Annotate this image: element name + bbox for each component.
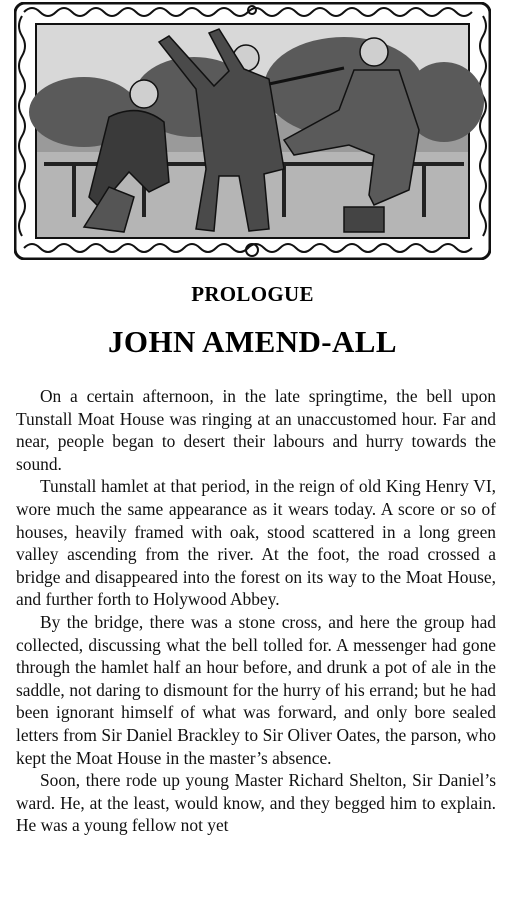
paragraph: Tunstall hamlet at that period, in the reign of old King Henry VI, wore much the same appearance as it wears today. A score or so of houses, heavily framed with oak, stood scattered in a long green valley ascending from the river. At the foot, the road crossed a bridge and disappeared into the forest on its way to the Moat House, and further forth to Holywood Abbey.	[16, 476, 496, 610]
chapter-title: JOHN AMEND-ALL	[108, 324, 397, 359]
paragraph: Soon, there rode up young Master Richard Shelton, Sir Daniel’s ward. He, at the least, would know, and they begged him to explain. He was a young fellow not yet	[16, 770, 496, 836]
paragraph: On a certain afternoon, in the late springtime, the bell upon Tunstall Moat House was ringing at an unaccustomed hour. Far and near, people began to desert their labours and hurry towards the sound.	[16, 386, 496, 474]
chapter-illustration	[14, 2, 491, 260]
paragraph: By the bridge, there was a stone cross, and here the group had collected, discussing what the bell tolled for. A messenger had gone through the hamlet half an hour before, and drunk a pot of ale in the saddle, not daring to dismount for the hurry of his errand; but he had been ignorant himself of what was forward, and only bore sealed letters from Sir Daniel Brackley to Sir Oliver Oates, the parson, who kept the Moat House in the master’s absence.	[16, 611, 496, 768]
chapter-label: PROLOGUE	[191, 282, 314, 306]
chapter-text	[16, 385, 496, 837]
illustration-drawing	[14, 2, 491, 260]
